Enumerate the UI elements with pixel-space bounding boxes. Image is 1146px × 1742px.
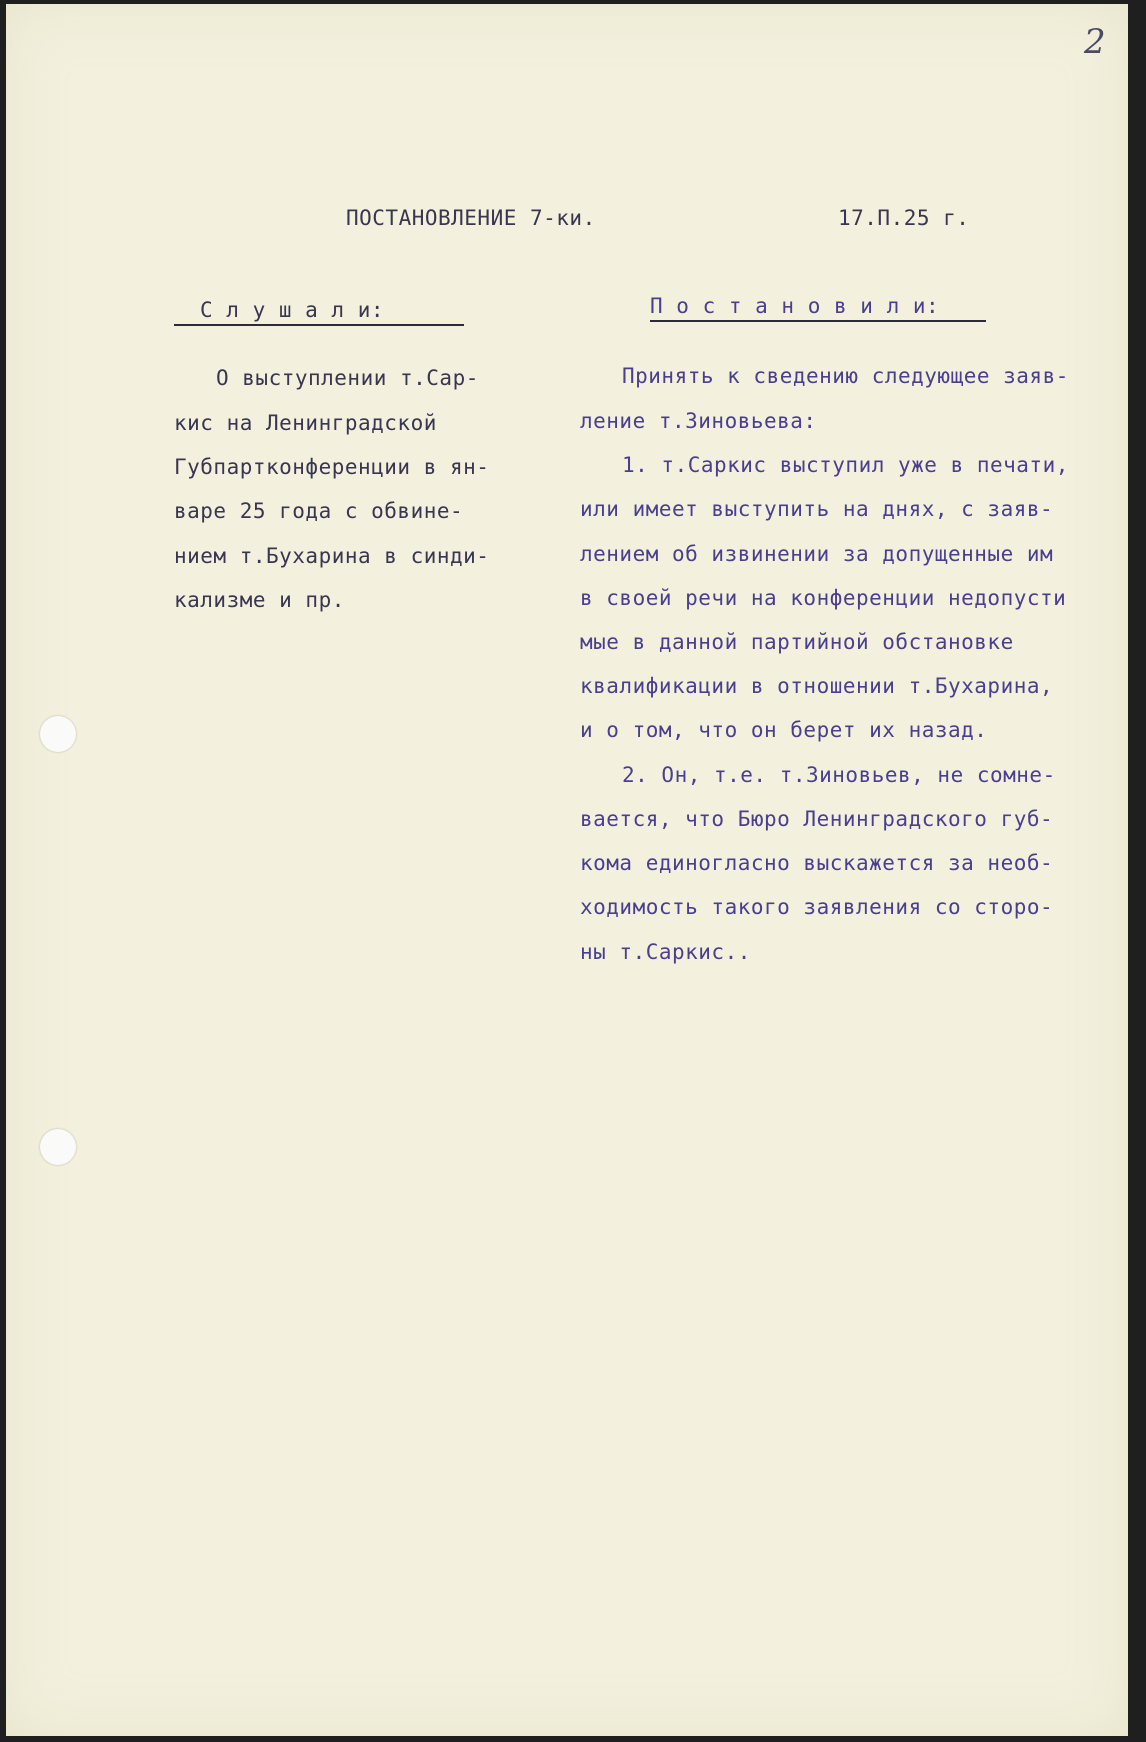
right-line: лением об извинении за допущенные им [580, 542, 1054, 566]
right-line: кома единогласно выскажется за необ- [580, 851, 1054, 875]
left-line: Губпартконференции в ян- [174, 455, 490, 479]
right-line: вается, что Бюро Ленинградского губ- [580, 807, 1054, 831]
left-line: нием т.Бухарина в синди- [174, 544, 490, 568]
right-line: Принять к сведению следующее заяв- [622, 364, 1069, 388]
right-line: и о том, что он берет их назад. [580, 718, 988, 742]
right-line: 2. Он, т.е. т.Зиновьев, не сомне- [622, 763, 1056, 787]
right-line: мые в данной партийной обстановке [580, 630, 1014, 654]
punch-hole [40, 716, 76, 752]
left-line: кис на Ленинградской [174, 411, 437, 435]
document-date: 17.П.25 г. [838, 206, 970, 230]
right-line: ходимость такого заявления со сторо- [580, 895, 1054, 919]
right-line: квалификации в отношении т.Бухарина, [580, 674, 1054, 698]
left-heading: С л у ш а л и: [200, 298, 385, 322]
page-number: 2 [1084, 22, 1106, 62]
right-heading: П о с т а н о в и л и: [650, 294, 940, 318]
right-heading-underline [650, 320, 986, 322]
left-line: О выступлении т.Сар- [216, 366, 479, 390]
document-title: ПОСТАНОВЛЕНИЕ 7-ки. [346, 206, 596, 230]
right-line: ление т.Зиновьева: [580, 409, 817, 433]
left-line: кализме и пр. [174, 588, 345, 612]
left-heading-underline [174, 324, 464, 326]
right-line: или имеет выступить на днях, с заяв- [580, 497, 1054, 521]
right-line: 1. т.Саркис выступил уже в печати, [622, 453, 1069, 477]
left-line: варе 25 года с обвине- [174, 499, 464, 523]
punch-hole [40, 1129, 76, 1165]
right-line: ны т.Саркис.. [580, 940, 751, 964]
right-line: в своей речи на конференции недопусти [580, 586, 1067, 610]
